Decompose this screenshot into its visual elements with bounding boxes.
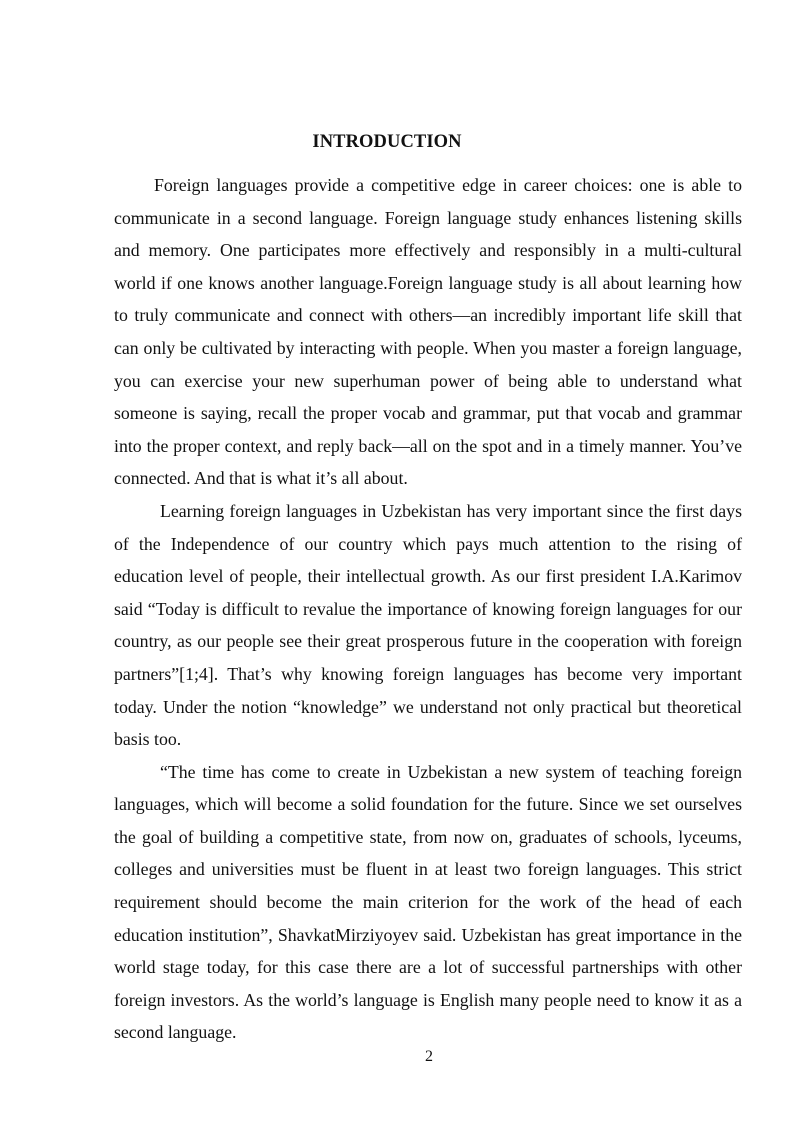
page-number: 2 [425,1048,433,1065]
paragraph-1: Foreign languages provide a competitive edge in career choices: one is able to communicate in a second language. Foreign language study enhances listening skills and memory. One participates more effectively and responsibly in a multi-cultural world if one knows another language.Foreign language study is all about learning how to truly communicate and connect with others—an incredibly important life skill that can only be cultivated by interacting with people. When you master a foreign language, you can exercise your new superhuman power of being able to understand what someone is saying, recall the proper vocab and grammar, put that vocab and grammar into the proper context, and reply back—all on the spot and in a timely manner. You’ve connected. And that is what it’s all about. [114,175,742,489]
section-heading: INTRODUCTION [312,132,462,152]
body-text [114,169,742,1049]
paragraph-3: “The time has come to create in Uzbekistan a new system of teaching foreign languages, which will become a solid foundation for the future. Since we set ourselves the goal of building a competitive state, from now on, graduates of schools, lyceums, colleges and universities must be fluent in at least two foreign languages. This strict requirement should become the main criterion for the work of the head of each education institution”, ShavkatMirziyoyev said. Uzbekistan has great importance in the world stage today, for this case there are a lot of successful partnerships with other foreign investors. As the world’s language is English many people need to know it as a second language. [114,761,742,1043]
paragraph-2: Learning foreign languages in Uzbekistan has very important since the first days of the Independence of our country which pays much attention to the rising of education level of people, their intellectual growth. As our first president I.A.Karimov said “Today is difficult to revalue the importance of knowing foreign languages for our country, as our people see their great prosperous future in the cooperation with foreign partners”[1;4]. That’s why knowing foreign languages has become very important today. Under the notion “knowledge” we understand not only practical but theoretical basis too. [114,500,742,750]
